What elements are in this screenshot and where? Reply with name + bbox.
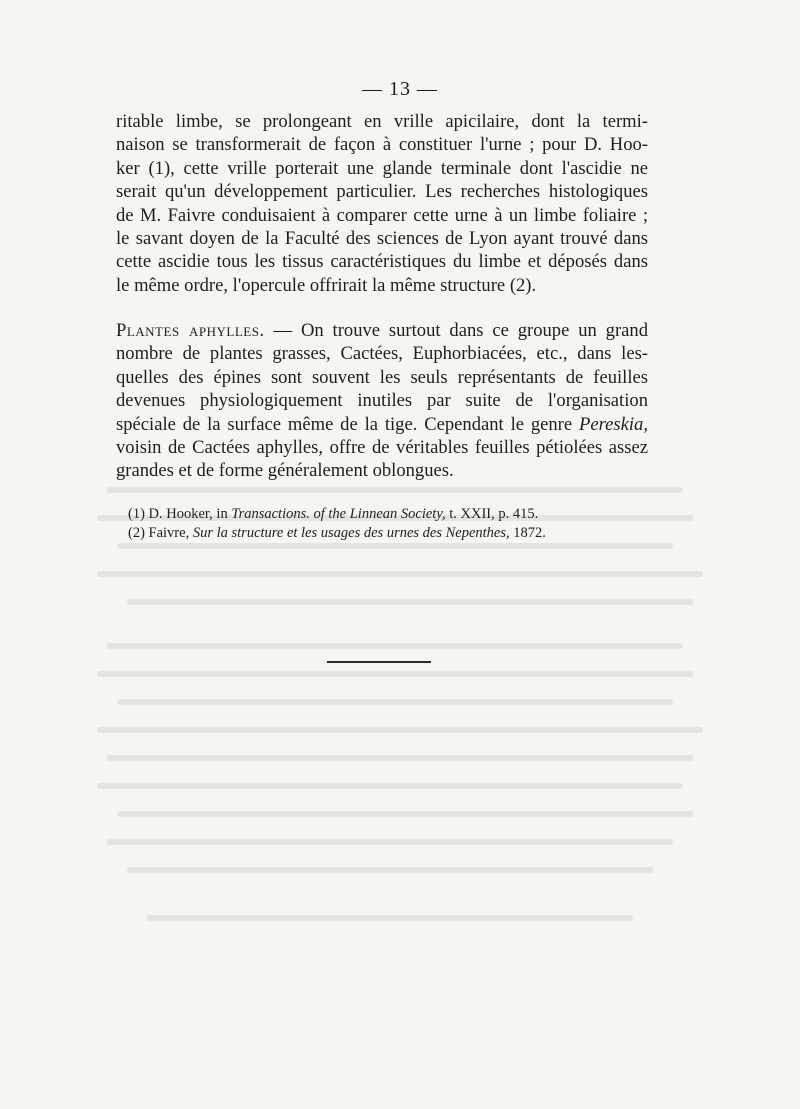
text-line (116, 319, 648, 342)
paragraph-nepenthes (116, 110, 648, 297)
text-fragment: — On trouve surtout dans ce groupe un grand (264, 320, 648, 341)
paragraph-plantes-aphylles (116, 319, 648, 483)
footnote-title: Transactions. of the Linnean Society, (231, 506, 446, 522)
section-heading: Plantes aphylles. (116, 320, 265, 341)
text-line: serait qu'un développement particulier. Les recherches histologiques (116, 181, 648, 203)
footnote-1 (128, 505, 648, 524)
genus-name: Pereskia, (578, 413, 648, 435)
text-line: nombre de plantes grasses, Cactées, Euphorbiacées, etc., dans les- (116, 343, 648, 365)
text-line: le savant doyen de la Faculté des sciences de Lyon ayant trouvé dans (116, 228, 648, 250)
text-fragment: spéciale de la surface même de la tige. Cependant le genre (116, 413, 573, 435)
text-line: cette ascidie tous les tissus caractéristiques du limbe et déposés dans (116, 251, 648, 273)
footnote-title: Sur la structure et les usages des urnes des Nepenthes, (192, 525, 510, 541)
text-line: le même ordre, l'opercule offrirait la même structure (2). (116, 274, 537, 296)
text-line: quelles des épines sont souvent les seuls représentants de feuilles (116, 366, 648, 388)
text-line: ker (1), cette vrille porterait une glande terminale dont l'ascidie ne (116, 157, 648, 179)
footnote-text: t. XXII, p. 415. (445, 506, 539, 522)
footnote-text: (1) D. Hooker, in (128, 506, 232, 522)
text-line: naison se transformerait de façon à constituer l'urne ; pour D. Hoo- (116, 134, 648, 156)
text-line: devenues physiologiquement inutiles par suite de l'organisation (116, 390, 648, 412)
footnote-text: 1872. (509, 525, 546, 541)
separator-rule (327, 661, 431, 663)
page-number: — 13 — (362, 78, 438, 100)
footnote-2 (128, 524, 648, 543)
text-line: ritable limbe, se prolongeant en vrille apicilaire, dont la termi- (116, 111, 648, 132)
footnotes (128, 505, 648, 543)
show-through-texture (90, 470, 710, 970)
text-line: de M. Faivre conduisaient à comparer cette urne à un limbe foliaire ; (116, 204, 648, 226)
footnote-text: (2) Faivre, (128, 525, 193, 541)
text-line: grandes et de forme généralement oblongues. (116, 460, 454, 482)
text-line: voisin de Cactées aphylles, offre de véritables feuilles pétiolées assez (116, 437, 648, 459)
text-line (116, 413, 648, 436)
